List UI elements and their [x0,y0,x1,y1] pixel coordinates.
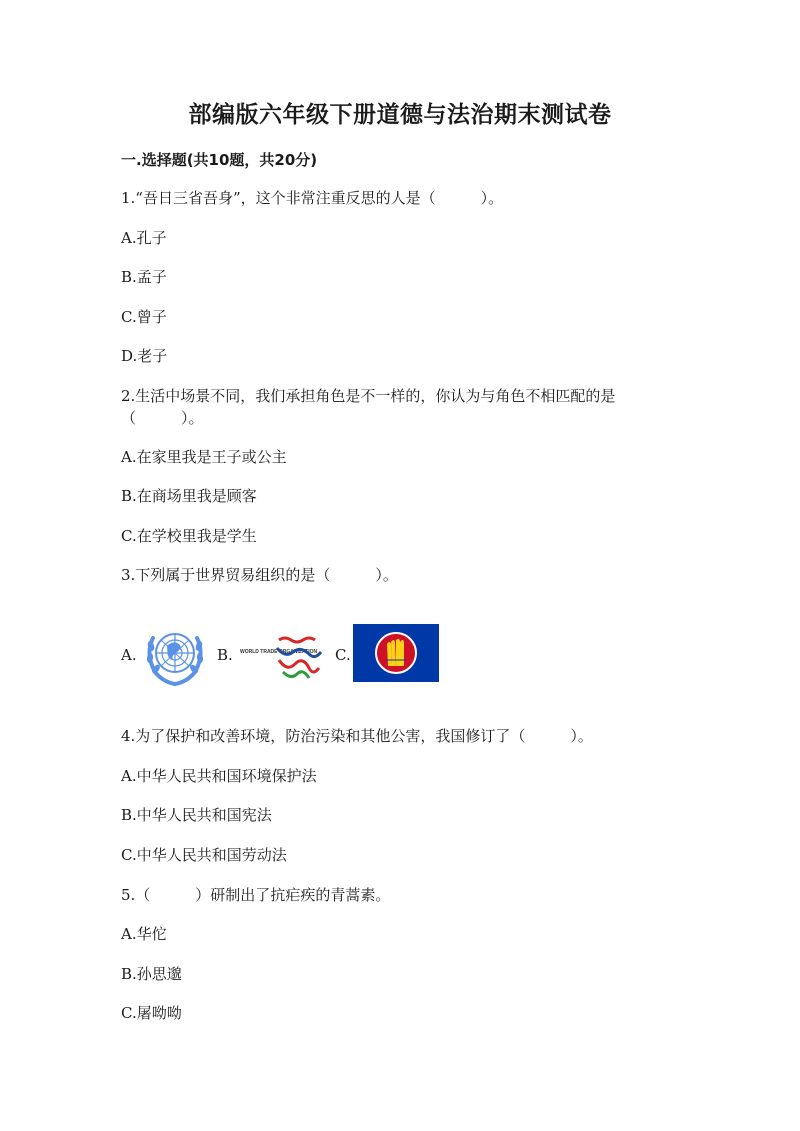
question-2-stem: 2.生活中场景不同，我们承担角色是不一样的，你认为与角色不相匹配的是（ ）。 [121,387,616,427]
un-emblem-icon [141,624,209,690]
question-4-option-c: C.中华人民共和国劳动法 [121,846,287,864]
question-2-option-a: A.在家里我是王子或公主 [121,448,287,466]
question-1-option-d: D.老子 [121,347,168,365]
wto-logo-text: WORLD TRADE ORGANIZATION [240,649,318,655]
question-5-option-c: C.屠呦呦 [121,1004,182,1022]
question-1-option-b: B.孟子 [121,268,167,286]
section-heading: 一.选择题(共10题，共20分) [121,151,318,169]
question-3-stem: 3.下列属于世界贸易组织的是（ ）。 [121,566,398,584]
question-1-stem: 1.“吾日三省吾身”，这个非常注重反思的人是（ ）。 [121,189,504,207]
question-3-option-b-label: B. [217,646,233,664]
asean-flag-icon [353,624,439,686]
question-1-option-c: C.曾子 [121,308,167,326]
question-3-option-a-label: A. [121,646,137,664]
question-5-stem: 5.（ ）研制出了抗疟疾的青蒿素。 [121,886,391,904]
question-2-option-b: B.在商场里我是顾客 [121,487,257,505]
question-4-option-b: B.中华人民共和国宪法 [121,806,272,824]
question-3-option-c-label: C. [335,646,351,664]
question-4-option-a: A.中华人民共和国环境保护法 [121,767,317,785]
question-3-logo-options [121,624,451,686]
wto-logo-icon [239,632,329,692]
question-5-option-b: B.孙思邈 [121,965,182,983]
question-5-option-a: A.华佗 [121,925,167,943]
page-title: 部编版六年级下册道德与法治期末测试卷 [188,102,612,128]
question-1-option-a: A.孔子 [121,229,167,247]
question-2-option-c: C.在学校里我是学生 [121,527,257,545]
question-4-stem: 4.为了保护和改善环境，防治污染和其他公害，我国修订了（ ）。 [121,727,593,745]
